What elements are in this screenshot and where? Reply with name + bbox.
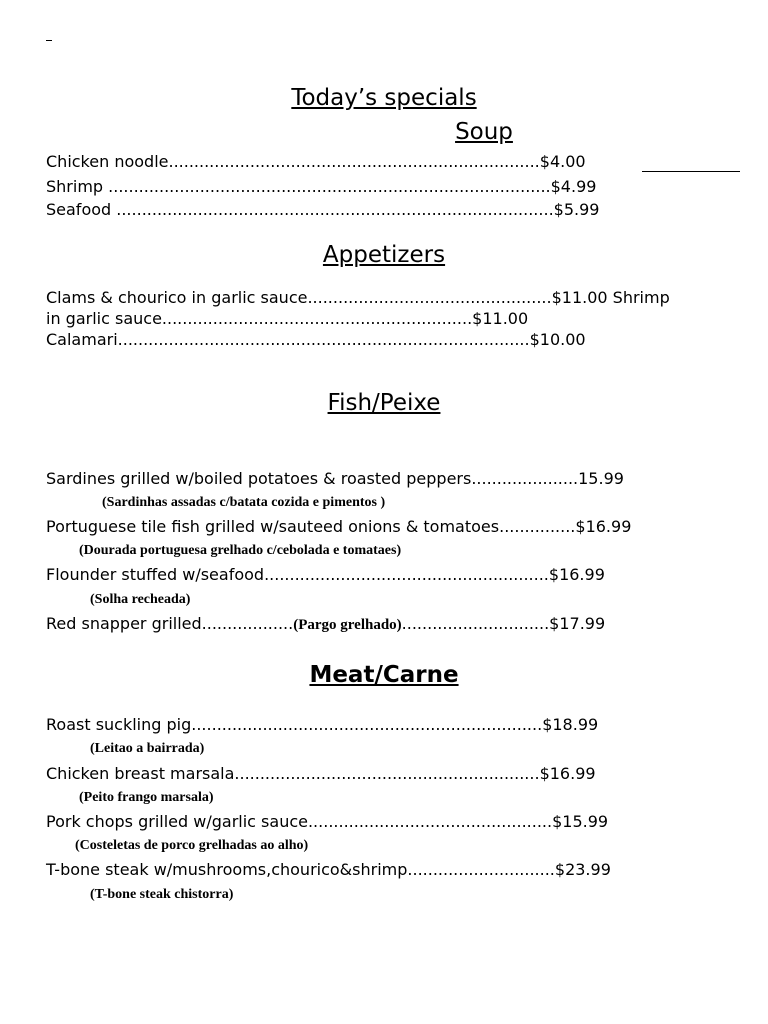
snapper-name: Red snapper grilled.................. — [46, 614, 294, 633]
soup-item-chicken-noodle: Chicken noodle.........................................................................$4.00 — [46, 152, 586, 171]
soup-item-seafood: Seafood ......................................................................................$5.99 — [46, 200, 600, 219]
soup-heading: Soup — [455, 119, 513, 145]
meat-item-chicken-marsala: Chicken breast marsala............................................................$16.99 — [46, 764, 596, 783]
fish-translation-flounder: (Solha recheada) — [90, 592, 191, 607]
snapper-price: .............................$17.99 — [401, 614, 606, 633]
fish-item-red-snapper — [46, 614, 605, 634]
fish-item-sardines: Sardines grilled w/boiled potatoes & roasted peppers.....................15.99 — [46, 469, 624, 488]
meat-translation-pork-chops: (Costeletas de porco grelhadas ao alho) — [75, 838, 309, 853]
meat-item-t-bone: T-bone steak w/mushrooms,chourico&shrimp.............................$23.99 — [46, 860, 611, 879]
fish-item-flounder: Flounder stuffed w/seafood........................................................$16.99 — [46, 565, 605, 584]
meat-item-pork-chops: Pork chops grilled w/garlic sauce................................................$15.99 — [46, 812, 609, 831]
corner-mark — [46, 40, 52, 41]
fish-translation-tile-fish: (Dourada portuguesa grelhado c/cebolada e tomataes) — [79, 543, 402, 558]
soup-item-shrimp: Shrimp .......................................................................................$4.99 — [46, 177, 597, 196]
meat-heading: Meat/Carne — [309, 662, 459, 688]
meat-translation-chicken-marsala: (Peito frango marsala) — [79, 790, 214, 805]
appetizers-heading: Appetizers — [322, 242, 446, 268]
fish-translation-sardines: (Sardinhas assadas c/batata cozida e pimentos ) — [102, 495, 386, 510]
fish-heading: Fish/Peixe — [327, 390, 441, 416]
fish-item-tile-fish: Portuguese tile fish grilled w/sauteed onions & tomatoes...............$16.99 — [46, 517, 632, 536]
appetizer-line-2: in garlic sauce.............................................................$11.00 — [46, 309, 529, 328]
appetizer-line-1: Clams & chourico in garlic sauce................................................$11.00 Shrimp — [46, 288, 670, 307]
meat-translation-t-bone: (T-bone steak chistorra) — [90, 887, 234, 902]
snapper-translation: (Pargo grelhado) — [293, 617, 402, 633]
meat-translation-suckling-pig: (Leitao a bairrada) — [90, 741, 205, 756]
page-title: Today’s specials — [291, 85, 477, 111]
appetizer-line-3: Calamari.................................................................................$10.00 — [46, 330, 586, 349]
meat-item-suckling-pig: Roast suckling pig.....................................................................$18.99 — [46, 715, 599, 734]
underline-rule — [642, 171, 740, 172]
